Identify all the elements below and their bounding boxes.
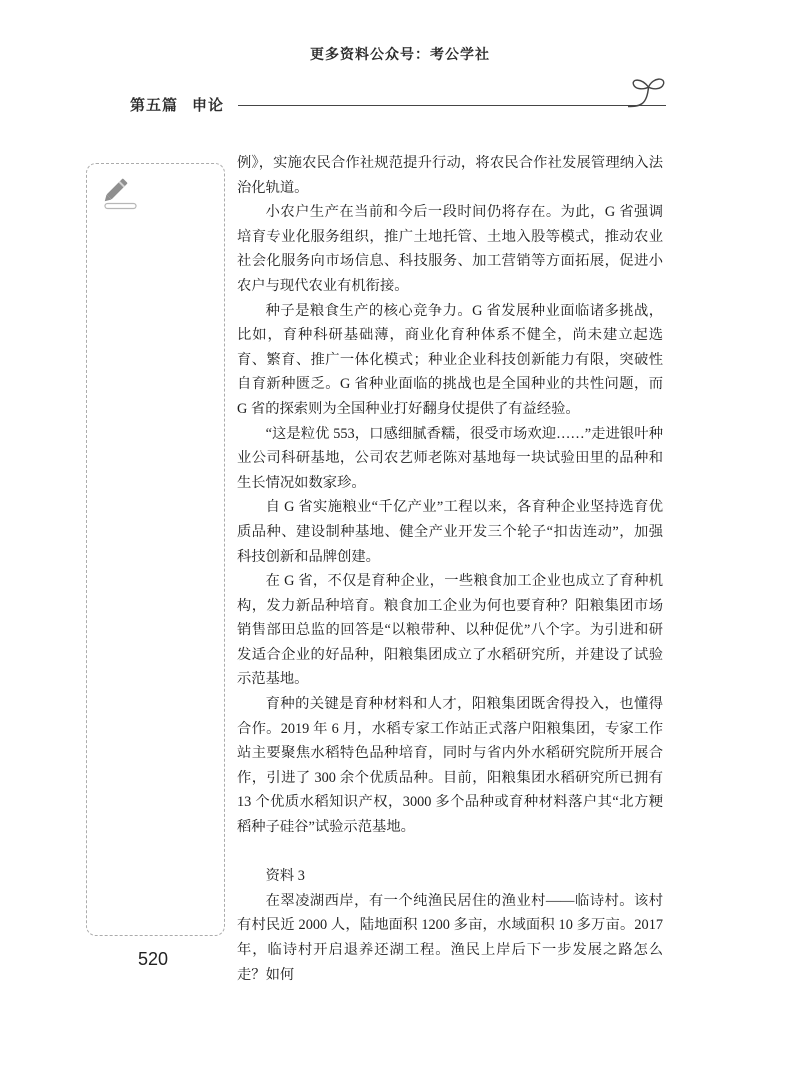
paragraph: “这是粒优 553，口感细腻香糯，很受市场欢迎……”走进银叶种业公司科研基地，公司农艺师老陈对基地每一块试验田里的品种和生长情况如数家珍。 bbox=[237, 425, 663, 491]
body-text bbox=[237, 151, 663, 987]
section-header bbox=[130, 92, 666, 116]
notes-box bbox=[86, 163, 225, 936]
paragraph: 育种的关键是育种材料和人才，阳粮集团既舍得投入，也懂得合作。2019 年 6 月，水稻专家工作站正式落户阳粮集团，专家工作站主要聚焦水稻特色品种培育，同时与省内外水稻研究院所开展合作，引进了 300 余个优质品种。目前，阳粮集团水稻研究所已拥有 13 个优质水稻知识产权，3000 多个品种或育种材料落户其“北方粳稻种子硅谷”试验示范基地。 bbox=[237, 696, 663, 836]
sprout-icon bbox=[628, 76, 670, 108]
page-number: 520 bbox=[138, 949, 169, 969]
pencil-icon bbox=[102, 174, 142, 214]
paragraph: 自 G 省实施粮业“千亿产业”工程以来，各育种企业坚持选育优质品种、建设制种基地、健全产业开发三个轮子“扣齿连动”，加强科技创新和品牌创建。 bbox=[237, 499, 663, 565]
paragraph: 种子是粮食生产的核心竞争力。G 省发展种业面临诸多挑战，比如，育种科研基础薄，商业化育种体系不健全，尚未建立起选育、繁育、推广一体化模式；种业企业科技创新能力有限，突破性自育新种匮乏。G 省种业面临的挑战也是全国种业的共性问题，而 G 省的探索则为全国种业打好翻身仗提供了有益经验。 bbox=[237, 302, 663, 417]
material-heading: 资料 3 bbox=[265, 868, 305, 885]
header-rule bbox=[238, 105, 666, 106]
paragraph: 小农户生产在当前和今后一段时间仍将存在。为此，G 省强调培育专业化服务组织，推广土地托管、土地入股等模式，推动农业社会化服务向市场信息、科技服务、加工营销等方面拓展，促进小农户与现代农业有机衔接。 bbox=[237, 204, 663, 294]
section-label: 第五篇 bbox=[130, 96, 179, 114]
paragraph: 在翠凌湖西岸，有一个纯渔民居住的渔业村——临诗村。该村有村民近 2000 人，陆地面积 1200 多亩，水域面积 10 多万亩。2017 年，临诗村开启退养还湖工程。渔民上岸后下一步发展之路怎么走？如何 bbox=[237, 892, 663, 983]
section-title: 申论 bbox=[192, 96, 225, 114]
paragraph: 例》，实施农民合作社规范提升行动，将农民合作社发展管理纳入法治化轨道。 bbox=[237, 155, 663, 196]
watermark-header: 更多资料公众号：考公学社 bbox=[310, 46, 490, 62]
paragraph: 在 G 省，不仅是育种企业，一些粮食加工企业也成立了育种机构，发力新品种培育。粮食加工企业为何也要育种？阳粮集团市场销售部田总监的回答是“以粮带种、以种促优”八个字。为引进和研发适合企业的好品种，阳粮集团成立了水稻研究所，并建设了试验示范基地。 bbox=[237, 573, 663, 688]
